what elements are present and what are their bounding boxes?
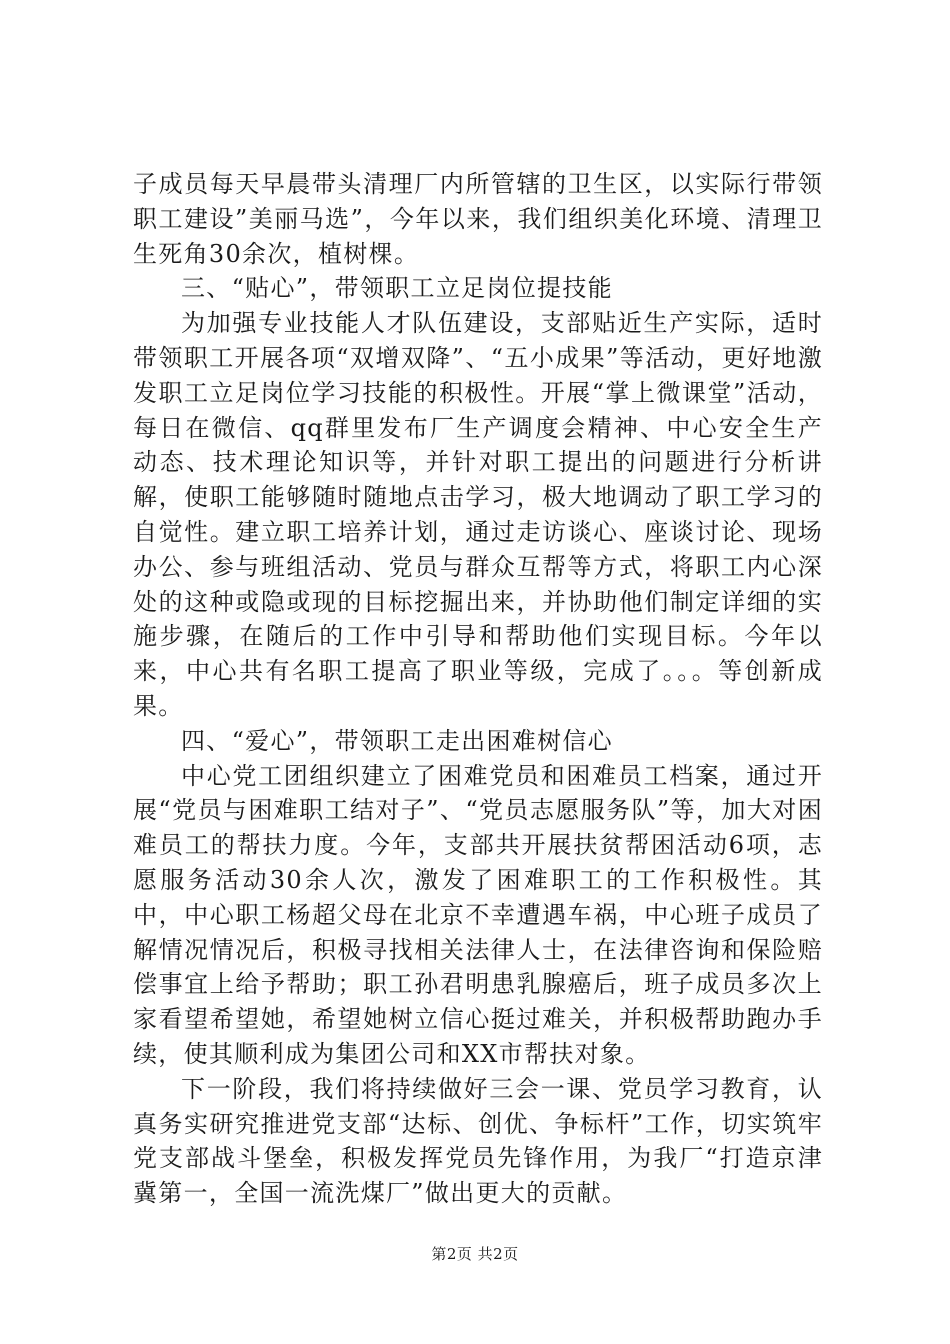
paragraph-section-3: 为加强专业技能人才队伍建设，支部贴近生产实际，适时带领职工开展各项“双增双降”、“五小成果”等活动，更好地激发职工立足岗位学习技能的积极性。开展“掌上微课堂”活动，每日在微信、qq群里发布厂生产调度会精神、中心安全生产动态、技术理论知识等，并针对职工提出的问题进行分析讲解，使职工能够随时随地点击学习，极大地调动了职工学习的自觉性。建立职工培养计划，通过走访谈心、座谈讨论、现场办公、参与班组活动、党员与群众互帮等方式，将职工内心深处的这种或隐或现的目标挖掘出来，并协助他们制定详细的实施步骤，在随后的工作中引导和帮助他们实现目标。今年以来，中心共有名职工提高了职业等级，完成了。。。等创新成果。 (133, 309, 823, 720)
page-number-footer: 第2页 共2页 (431, 1245, 519, 1263)
section-heading-4: 四、“爱心”，带领职工走出困难树信心 (181, 726, 613, 755)
section-heading-3: 三、“贴心”，带领职工立足岗位提技能 (181, 274, 613, 303)
paragraph-section-4: 中心党工团组织建立了困难党员和困难员工档案，通过开展“党员与困难职工结对子”、“党员志愿服务队”等，加大对困难员工的帮扶力度。今年，支部共开展扶贫帮困活动6项，志愿服务活动30余人次，激发了困难职工的工作积极性。其中，中心职工杨超父母在北京不幸遭遇车祸，中心班子成员了解情况情况后，积极寻找相关法律人士，在法律咨询和保险赔偿事宜上给予帮助；职工孙君明患乳腺癌后，班子成员多次上家看望希望她，希望她树立信心挺过难关，并积极帮助跑办手续，使其顺利成为集团公司和XX市帮扶对象。 (133, 761, 823, 1068)
paragraph-next-stage: 下一阶段，我们将持续做好三会一课、党员学习教育，认真务实研究推进党支部“达标、创优、争标杆”工作，切实筑牢党支部战斗堡垒，积极发挥党员先锋作用，为我厂“打造京津冀第一，全国一流洗煤厂”做出更大的贡献。 (133, 1074, 823, 1208)
paragraph-continuation: 子成员每天早晨带头清理厂内所管辖的卫生区，以实际行带领职工建设”美丽马选”，今年以来，我们组织美化环境、清理卫生死角30余次，植树棵。 (133, 170, 823, 268)
document-body (133, 167, 823, 1211)
